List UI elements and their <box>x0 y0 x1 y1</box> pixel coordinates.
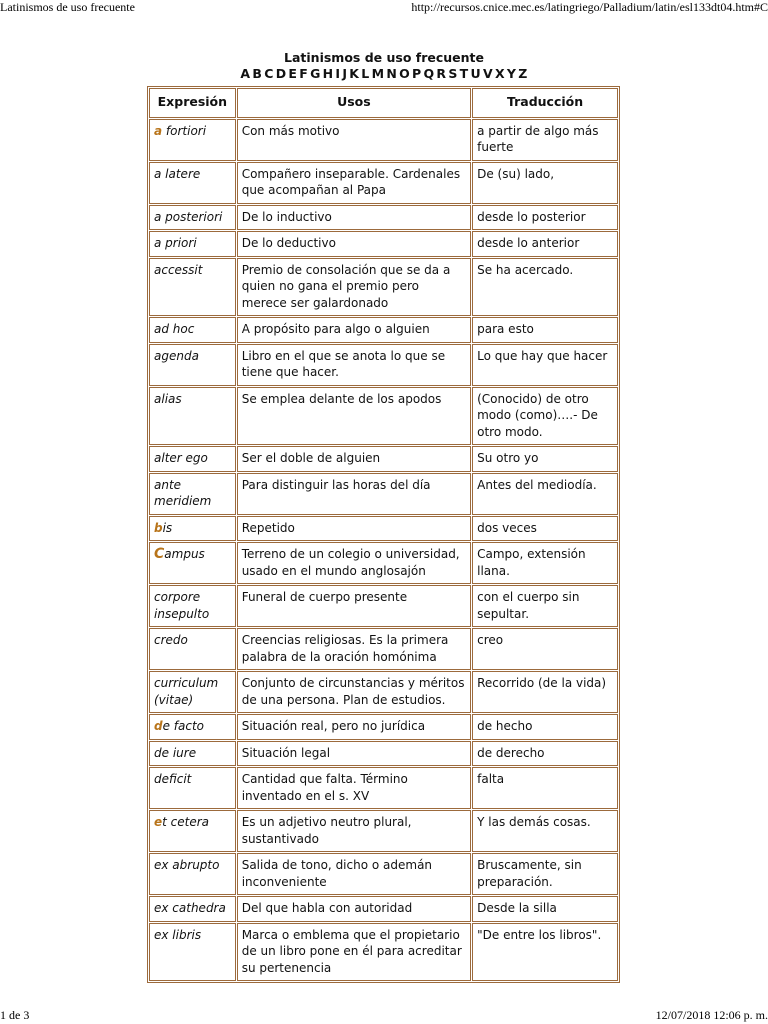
usos-cell: A propósito para algo o alguien <box>237 317 471 343</box>
table-row <box>149 628 618 670</box>
expression-text: a latere <box>154 166 201 181</box>
expression-cell <box>149 767 236 809</box>
traduccion-cell: desde lo posterior <box>472 205 618 231</box>
traduccion-cell: Su otro yo <box>472 446 618 472</box>
expression-initial: e <box>154 815 163 829</box>
expression-cell <box>149 516 236 542</box>
traduccion-cell: De (su) lado, <box>472 162 618 204</box>
expression-text: deficit <box>154 772 192 786</box>
alphabet-letter-link[interactable]: K <box>349 66 360 81</box>
table-row <box>149 231 618 257</box>
alphabet-letter-link[interactable]: J <box>342 66 348 81</box>
usos-cell: De lo inductivo <box>237 205 471 231</box>
expression-initial: d <box>154 719 163 733</box>
expression-cell <box>149 162 236 204</box>
expression-text: ex libris <box>154 927 202 942</box>
expression-cell <box>149 542 236 584</box>
usos-cell: Situación legal <box>237 741 471 767</box>
traduccion-cell: de hecho <box>472 714 618 740</box>
expression-cell <box>149 923 236 982</box>
traduccion-cell: para esto <box>472 317 618 343</box>
traduccion-cell: Se ha acercado. <box>472 258 618 317</box>
expression-text: t cetera <box>162 815 210 829</box>
alphabet-letter-link[interactable]: U <box>470 66 481 81</box>
table-row <box>149 446 618 472</box>
usos-cell: Situación real, pero no jurídica <box>237 714 471 740</box>
alphabet-letter-link[interactable]: D <box>275 66 287 81</box>
table-row <box>149 258 618 317</box>
alphabet-letter-link[interactable]: S <box>448 66 458 81</box>
alphabet-letter-link[interactable]: B <box>252 66 263 81</box>
expression-cell <box>149 896 236 922</box>
expression-cell <box>149 387 236 446</box>
table-row <box>149 585 618 627</box>
print-datetime: 12/07/2018 12:06 p. m. <box>655 1008 768 1022</box>
expression-text: fortiori <box>162 123 207 138</box>
header-expresion: Expresión <box>149 88 236 118</box>
expression-text: accessit <box>154 262 203 277</box>
table-row <box>149 162 618 204</box>
alphabet-letter-link[interactable]: M <box>371 66 385 81</box>
alphabet-letter-link[interactable]: I <box>335 66 341 81</box>
expression-cell <box>149 671 236 713</box>
expression-cell <box>149 853 236 895</box>
expression-cell <box>149 714 236 740</box>
traduccion-cell: Desde la silla <box>472 896 618 922</box>
table-row <box>149 542 618 584</box>
usos-cell: Premio de consolación que se da a quien no gana el premio pero merece ser galardonado <box>237 258 471 317</box>
usos-cell: Para distinguir las horas del día <box>237 473 471 515</box>
traduccion-cell: "De entre los libros". <box>472 923 618 982</box>
table-row <box>149 344 618 386</box>
expression-cell <box>149 231 236 257</box>
table-row <box>149 853 618 895</box>
alphabet-letter-link[interactable]: Z <box>518 66 528 81</box>
page-count: 1 de 3 <box>0 1008 30 1022</box>
alphabet-letter-link[interactable]: H <box>322 66 334 81</box>
expression-text: agenda <box>154 348 199 363</box>
alphabet-letter-link[interactable]: Y <box>506 66 517 81</box>
usos-cell: De lo deductivo <box>237 231 471 257</box>
expression-text: curriculum (vitae) <box>154 676 219 707</box>
usos-cell: Del que habla con autoridad <box>237 896 471 922</box>
alphabet-letter-link[interactable]: T <box>459 66 469 81</box>
expression-text: alias <box>154 391 182 406</box>
table-header-row <box>149 88 618 118</box>
browser-page-title: Latinismos de uso frecuente <box>0 0 135 14</box>
alphabet-letter-link[interactable]: Q <box>423 66 435 81</box>
traduccion-cell: con el cuerpo sin sepultar. <box>472 585 618 627</box>
expression-text: ampus <box>164 547 205 561</box>
alphabet-letter-link[interactable]: F <box>299 66 309 81</box>
usos-cell: Se emplea delante de los apodos <box>237 387 471 446</box>
usos-cell: Repetido <box>237 516 471 542</box>
expression-text: ad hoc <box>154 322 195 336</box>
traduccion-cell: (Conocido) de otro modo (como)….- De otro modo. <box>472 387 618 446</box>
alphabet-letter-link[interactable]: A <box>240 66 251 81</box>
traduccion-cell: Bruscamente, sin preparación. <box>472 853 618 895</box>
table-row <box>149 671 618 713</box>
expression-text: a priori <box>154 236 197 250</box>
usos-cell: Cantidad que falta. Término inventado en el s. XV <box>237 767 471 809</box>
traduccion-cell: creo <box>472 628 618 670</box>
latinisms-table <box>147 86 620 983</box>
expression-text: credo <box>154 633 188 647</box>
traduccion-cell: Recorrido (de la vida) <box>472 671 618 713</box>
expression-text: is <box>162 520 173 535</box>
expression-text: ante meridiem <box>154 477 212 508</box>
traduccion-cell: falta <box>472 767 618 809</box>
table-row <box>149 767 618 809</box>
table-row <box>149 119 618 161</box>
expression-cell <box>149 810 236 852</box>
traduccion-cell: dos veces <box>472 516 618 542</box>
expression-text: e facto <box>162 719 205 733</box>
table-row <box>149 714 618 740</box>
expression-text: ex abrupto <box>154 858 220 872</box>
alphabet-letter-link[interactable]: V <box>482 66 493 81</box>
expression-text: corpore insepulto <box>154 590 210 621</box>
page-url: http://recursos.cnice.mec.es/latingriego/Palladium/latin/esl133dt04.htm#C <box>411 0 768 14</box>
alphabet-letter-link[interactable]: X <box>494 66 505 81</box>
table-row <box>149 317 618 343</box>
expression-cell <box>149 344 236 386</box>
alphabet-letter-link[interactable]: O <box>399 66 411 81</box>
expression-cell <box>149 628 236 670</box>
usos-cell: Funeral de cuerpo presente <box>237 585 471 627</box>
usos-cell: Terreno de un colegio o universidad, usado en el mundo anglosajón <box>237 542 471 584</box>
expression-cell <box>149 205 236 231</box>
expression-initial: a <box>154 123 163 138</box>
header-usos: Usos <box>237 88 471 118</box>
expression-cell <box>149 741 236 767</box>
expression-cell <box>149 446 236 472</box>
traduccion-cell: de derecho <box>472 741 618 767</box>
usos-cell: Salida de tono, dicho o ademán inconveniente <box>237 853 471 895</box>
traduccion-cell: Antes del mediodía. <box>472 473 618 515</box>
alphabet-letter-link[interactable]: P <box>412 66 422 81</box>
table-row <box>149 810 618 852</box>
alphabet-index <box>0 66 768 82</box>
usos-cell: Con más motivo <box>237 119 471 161</box>
expression-text: de iure <box>154 745 197 760</box>
expression-text: a posteriori <box>154 209 223 224</box>
traduccion-cell: a partir de algo más fuerte <box>472 119 618 161</box>
traduccion-cell: Y las demás cosas. <box>472 810 618 852</box>
expression-text: ex cathedra <box>154 901 226 915</box>
expression-cell <box>149 119 236 161</box>
usos-cell: Es un adjetivo neutro plural, sustantivado <box>237 810 471 852</box>
alphabet-letter-link[interactable]: C <box>264 66 274 81</box>
usos-cell: Libro en el que se anota lo que se tiene que hacer. <box>237 344 471 386</box>
expression-text: alter ego <box>154 451 208 465</box>
expression-cell <box>149 585 236 627</box>
traduccion-cell: Lo que hay que hacer <box>472 344 618 386</box>
usos-cell: Creencias religiosas. Es la primera palabra de la oración homónima <box>237 628 471 670</box>
expression-cell <box>149 317 236 343</box>
usos-cell: Compañero inseparable. Cardenales que acompañan al Papa <box>237 162 471 204</box>
usos-cell: Marca o emblema que el propietario de un libro pone en él para acreditar su pertenencia <box>237 923 471 982</box>
traduccion-cell: desde lo anterior <box>472 231 618 257</box>
usos-cell: Ser el doble de alguien <box>237 446 471 472</box>
expression-cell <box>149 258 236 317</box>
table-row <box>149 516 618 542</box>
table-row <box>149 387 618 446</box>
alphabet-letter-link[interactable]: R <box>436 66 447 81</box>
alphabet-letter-link[interactable]: E <box>288 66 298 81</box>
alphabet-letter-link[interactable]: N <box>386 66 398 81</box>
document-title: Latinismos de uso frecuente <box>284 50 484 65</box>
table-row <box>149 205 618 231</box>
expression-initial: C <box>154 546 165 562</box>
expression-initial: b <box>154 520 163 535</box>
expression-cell <box>149 473 236 515</box>
alphabet-letter-link[interactable]: L <box>361 66 370 81</box>
table-row <box>149 473 618 515</box>
usos-cell: Conjunto de circunstancias y méritos de una persona. Plan de estudios. <box>237 671 471 713</box>
table-row <box>149 741 618 767</box>
alphabet-letter-link[interactable]: G <box>310 66 321 81</box>
table-row <box>149 923 618 982</box>
traduccion-cell: Campo, extensión llana. <box>472 542 618 584</box>
header-traduccion: Traducción <box>472 88 618 118</box>
table-row <box>149 896 618 922</box>
